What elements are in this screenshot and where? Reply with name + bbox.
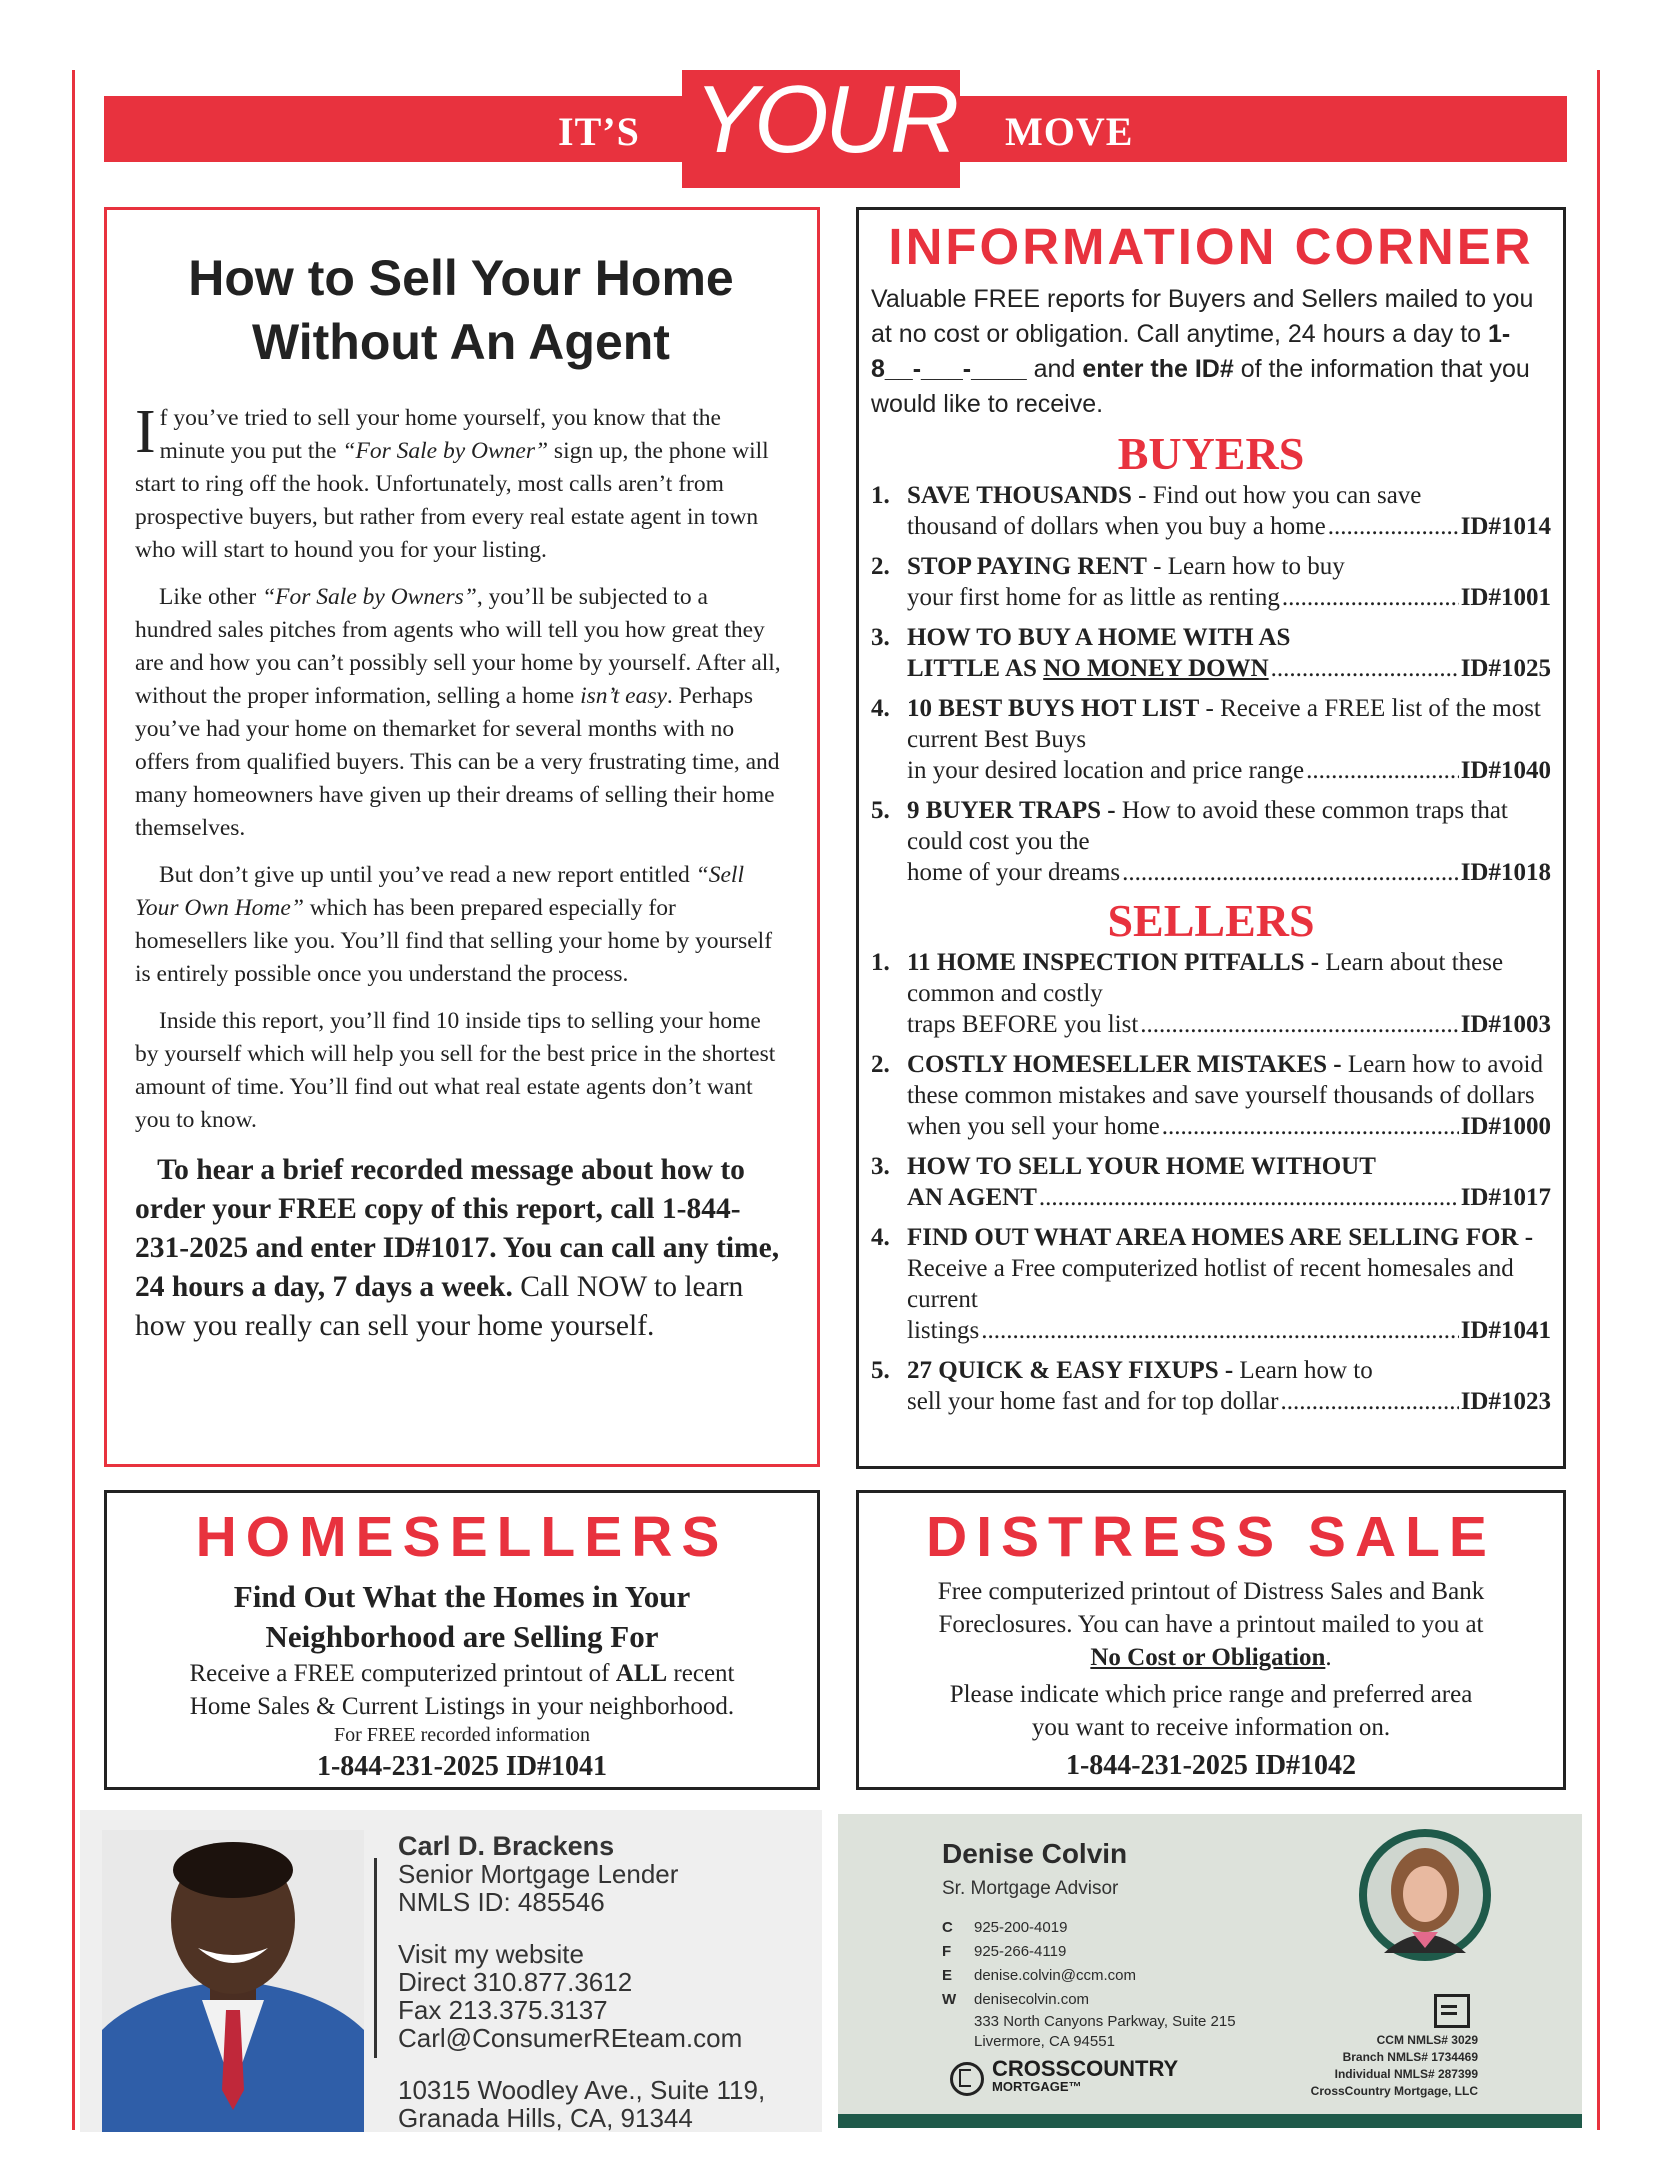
sellers-heading: SELLERS xyxy=(1107,895,1315,946)
agent1-direct: Direct 310.877.3612 xyxy=(398,1967,633,1997)
homesellers-subtitle: Find Out What the Homes in Your Neighborhood are Selling For xyxy=(233,1579,691,1654)
item-title: 9 BUYER TRAPS - xyxy=(907,797,1116,824)
item-last-underline: NO MONEY DOWN xyxy=(1043,655,1269,682)
agent-photo xyxy=(102,1830,364,2132)
drop-cap: I xyxy=(135,398,156,466)
contact-key: W xyxy=(942,1991,957,2008)
agent1-fax: Fax 213.375.3137 xyxy=(398,1995,608,2025)
item-number: 3. xyxy=(871,624,890,651)
item-id: ID#1017 xyxy=(1460,1184,1551,1211)
contact-key: C xyxy=(942,1919,953,1936)
item-id: ID#1023 xyxy=(1460,1388,1551,1415)
contact-key: E xyxy=(942,1967,953,1984)
item-id: ID#1018 xyxy=(1460,859,1551,886)
banner-left-text: IT’S xyxy=(558,109,640,154)
item-number: 2. xyxy=(871,1051,890,1078)
homesellers-phone: 1-844-231-2025 ID#1041 xyxy=(316,1751,608,1782)
article-title-line2: Without An Agent xyxy=(252,314,670,370)
p2-emphasis: “For Sale by Owners” xyxy=(262,584,477,610)
agent1-info xyxy=(398,1832,765,2132)
info-title: INFORMATION CORNER xyxy=(888,218,1534,275)
homesellers-small-text: For FREE recorded information xyxy=(333,1724,591,1746)
banner-right-text: MOVE xyxy=(1005,109,1134,154)
item-number: 5. xyxy=(871,1357,890,1384)
item-title: 10 BEST BUYS HOT LIST xyxy=(907,695,1200,722)
p1-text-a: f you’ve tried to sell your home yourself, you know that the minute you put the xyxy=(159,405,721,464)
p3-text-b: which has been prepared especially for homesellers like you. You’ll find that selling your home by yourself is entirely possible once you understand the process. xyxy=(135,895,773,987)
item-desc: Learn how to xyxy=(1239,1357,1373,1384)
nmls-line: CCM NMLS# 3029 xyxy=(1376,2033,1478,2047)
crosscountry-logo-text xyxy=(992,2058,1178,2094)
nmls-line: CrossCountry Mortgage, LLC xyxy=(1310,2084,1478,2098)
agent1-website[interactable]: Visit my website xyxy=(398,1939,584,1969)
item-desc: Learn how to avoid these common mistakes and save yourself thousands of dollars xyxy=(907,1051,1543,1109)
nmls-line: Branch NMLS# 1734469 xyxy=(1342,2050,1478,2064)
contact-value: 925-200-4019 xyxy=(974,1919,1068,1936)
contact-key: F xyxy=(942,1943,952,1960)
item-number: 4. xyxy=(871,1224,890,1251)
item-desc: Learn about these common and costly xyxy=(907,949,1504,1007)
info-intro xyxy=(871,282,1551,422)
distress-phone: 1-844-231-2025 ID#1042 xyxy=(1065,1750,1357,1781)
intro-phone: 1-8__-___-____ xyxy=(871,320,1511,383)
left-margin-line xyxy=(72,70,75,2130)
item-last-line xyxy=(907,653,1269,684)
banner-center-box xyxy=(682,66,960,188)
item-number: 1. xyxy=(871,949,890,976)
banner-center-text: YOUR xyxy=(694,66,956,173)
agent1-address-line1: 10315 Woodley Ave., Suite 119, xyxy=(398,2075,766,2105)
agent2-name: Denise Colvin xyxy=(942,1838,1128,1869)
item-last-line: when you sell your home xyxy=(907,1113,1160,1140)
agent2-contacts xyxy=(942,1916,1236,2052)
item-last-line: your first home for as little as renting xyxy=(907,584,1280,611)
item-number: 2. xyxy=(871,553,890,580)
contact-value[interactable]: denisecolvin.com xyxy=(974,1991,1090,2008)
article-title xyxy=(135,246,787,374)
item-id: ID#1000 xyxy=(1460,1113,1551,1140)
p1-text-b: sign up, the phone will start to ring off the hook. Unfortunately, most calls aren’t from prospective buyers, but rather from every real estate agent in town who will start to hound you for your listing. xyxy=(135,438,769,563)
distress-body-2: Please indicate which price range and preferred area you want to receive information on. xyxy=(949,1681,1473,1741)
list-item xyxy=(871,947,1551,1040)
item-title: STOP PAYING RENT xyxy=(907,553,1147,580)
item-title: 11 HOME INSPECTION PITFALLS - xyxy=(907,949,1320,976)
list-item xyxy=(871,551,1551,613)
hs-body-bold: ALL xyxy=(615,1660,668,1687)
agent1-role: Senior Mortgage Lender xyxy=(398,1859,679,1889)
item-last-line: thousand of dollars when you buy a home xyxy=(907,513,1326,540)
item-title: SAVE THOUSANDS xyxy=(907,482,1132,509)
item-last-line: AN AGENT xyxy=(907,1184,1037,1211)
agent2-address-line2: Livermore, CA 94551 xyxy=(974,2033,1115,2050)
p2-text-a: Like other xyxy=(159,584,263,610)
nmls-line: Individual NMLS# 287399 xyxy=(1334,2067,1478,2081)
contact-value[interactable]: denise.colvin@ccm.com xyxy=(974,1967,1136,1984)
distress-body xyxy=(859,1569,1563,1674)
item-sep: - xyxy=(1131,482,1153,509)
item-last-a: LITTLE AS xyxy=(907,655,1044,682)
p1-emphasis: “For Sale by Owner” xyxy=(342,438,549,464)
list-item xyxy=(871,693,1551,786)
article-paragraph-4: Inside this report, you’ll find 10 inside tips to selling your home by yourself which will help you sell for the best price in the shortest amount of time. You’ll find out what real estate agents don’t want you to know. xyxy=(135,1008,776,1133)
p3-text-a: But don’t give up until you’ve read a new report entitled xyxy=(159,862,696,888)
agent2-role: Sr. Mortgage Advisor xyxy=(942,1878,1119,1899)
contact-row xyxy=(942,1940,1236,1964)
intro-b: and xyxy=(1026,355,1083,383)
item-title: HOW TO SELL YOUR HOME WITHOUT xyxy=(907,1153,1376,1180)
agent2-photo xyxy=(1358,1828,1492,1962)
item-last-line: listings xyxy=(907,1317,980,1344)
agent1-email[interactable]: Carl@ConsumerREteam.com xyxy=(398,2023,743,2053)
article-box xyxy=(104,207,820,1467)
item-last-line: home of your dreams xyxy=(907,859,1121,886)
cta-plain: Call NOW to learn how you really can sell your home yourself. xyxy=(135,1271,744,1342)
agent1-name: Carl D. Brackens xyxy=(398,1831,615,1861)
item-number: 3. xyxy=(871,1153,890,1180)
card-divider xyxy=(374,1858,377,2058)
item-sep: - xyxy=(1199,695,1221,722)
hs-body-c: recent Home Sales & Current Listings in your neighborhood. xyxy=(189,1660,735,1720)
item-last-line: in your desired location and price range xyxy=(907,757,1305,784)
list-item xyxy=(871,480,1551,542)
contact-row xyxy=(942,1916,1236,1940)
list-item xyxy=(871,795,1551,888)
homesellers-title: HOMESELLERS xyxy=(195,1505,729,1569)
information-corner-box xyxy=(856,207,1566,1469)
article-title-line1: How to Sell Your Home xyxy=(188,250,734,306)
agent1-address-line2: Granada Hills, CA, 91344 xyxy=(398,2103,693,2133)
item-title: HOW TO BUY A HOME WITH AS xyxy=(907,624,1291,651)
item-title: COSTLY HOMESELLER MISTAKES - xyxy=(907,1051,1342,1078)
agent1-nmls: NMLS ID: 485546 xyxy=(398,1887,605,1917)
list-item xyxy=(871,1222,1551,1346)
agent-card-denise xyxy=(838,1814,1582,2128)
right-margin-line xyxy=(1597,70,1600,2130)
item-id: ID#1014 xyxy=(1460,513,1551,540)
cta-bold: To hear a brief recorded message about how to order your FREE copy of this report, call 1-844-231-2025 and enter ID#1017. You can call any time, 24 hours a day, 7 days a week. xyxy=(135,1154,780,1303)
contact-row xyxy=(942,1964,1236,1988)
intro-a: Valuable FREE reports for Buyers and Sellers mailed to you at no cost or obligation. Call anytime, 24 hours a day to xyxy=(871,285,1534,348)
intro-enter: enter the ID# xyxy=(1082,355,1234,383)
item-number: 4. xyxy=(871,695,890,722)
item-last-line: sell your home fast and for top dollar xyxy=(907,1388,1279,1415)
logo-main: CROSSCOUNTRY xyxy=(992,2056,1179,2081)
item-sep: - xyxy=(1146,553,1168,580)
distress-title: DISTRESS SALE xyxy=(926,1505,1496,1569)
article-paragraph-3 xyxy=(135,859,787,991)
hs-body-a: Receive a FREE computerized printout of xyxy=(189,1660,616,1687)
distress-sale-box xyxy=(856,1490,1566,1790)
ds-body-b: . xyxy=(1325,1644,1332,1671)
crosscountry-logo-icon xyxy=(950,2062,984,2096)
item-desc: Receive a Free computerized hotlist of recent homesales and current xyxy=(907,1255,1514,1313)
item-desc: Receive a FREE list of the most current Best Buys xyxy=(907,695,1541,753)
item-number: 1. xyxy=(871,482,890,509)
homesellers-box xyxy=(104,1490,820,1790)
p3-emphasis: “Sell Your Own Home” xyxy=(135,862,744,921)
card-bottom-bar xyxy=(838,2114,1582,2128)
item-number: 5. xyxy=(871,797,890,824)
ds-body-a: Free computerized printout of Distress Sales and Bank Foreclosures. You can have a printout mailed to you at xyxy=(937,1578,1485,1638)
article-paragraph-2 xyxy=(135,581,787,845)
item-desc: How to avoid these common traps that could cost you the xyxy=(907,797,1508,855)
item-id: ID#1001 xyxy=(1460,584,1551,611)
contact-row xyxy=(942,1988,1236,2012)
agent-card-carl xyxy=(80,1810,822,2132)
ds-body-underline: No Cost or Obligation xyxy=(1090,1644,1326,1671)
item-id: ID#1025 xyxy=(1460,655,1551,682)
logo-sub: MORTGAGE™ xyxy=(992,2079,1082,2094)
equal-housing-icon xyxy=(1434,1994,1470,2028)
list-item xyxy=(871,622,1551,684)
list-item xyxy=(871,1049,1551,1142)
agent2-address-line1: 333 North Canyons Parkway, Suite 215 xyxy=(974,2013,1236,2030)
item-title: FIND OUT WHAT AREA HOMES ARE SELLING FOR - xyxy=(907,1224,1534,1251)
item-id: ID#1041 xyxy=(1460,1317,1551,1344)
list-item xyxy=(871,1355,1551,1417)
item-title: 27 QUICK & EASY FIXUPS - xyxy=(907,1357,1234,1384)
p2-text-b: , you’ll be subjected to a hundred sales pitches from agents who will tell you how great they are and how you can’t possibly sell your home by yourself. After all, without the proper information, selling a home xyxy=(135,584,781,709)
p2-emphasis-2: isn’t easy xyxy=(580,683,667,709)
agent2-nmls-block xyxy=(1311,2032,1478,2100)
contact-value: 925-266-4119 xyxy=(974,1943,1067,1960)
item-id: ID#1040 xyxy=(1460,757,1551,784)
buyers-heading: BUYERS xyxy=(1117,428,1305,479)
p2-text-c: . Perhaps you’ve had your home on themarket for several months with no offers from qualified buyers. This can be a very frustrating time, and many homeowners have given up their dreams of selling their home themselves. xyxy=(135,683,780,841)
item-desc: Learn how to buy xyxy=(1167,553,1345,580)
item-desc: Find out how you can save xyxy=(1152,482,1422,509)
list-item xyxy=(871,1151,1551,1213)
item-last-line: traps BEFORE you list xyxy=(907,1011,1139,1038)
homesellers-body xyxy=(107,1657,817,1723)
article-call-to-action xyxy=(135,1151,787,1346)
article-paragraph-1 xyxy=(135,398,787,567)
item-id: ID#1003 xyxy=(1460,1011,1551,1038)
intro-c: of the information that you would like to receive. xyxy=(871,355,1530,418)
